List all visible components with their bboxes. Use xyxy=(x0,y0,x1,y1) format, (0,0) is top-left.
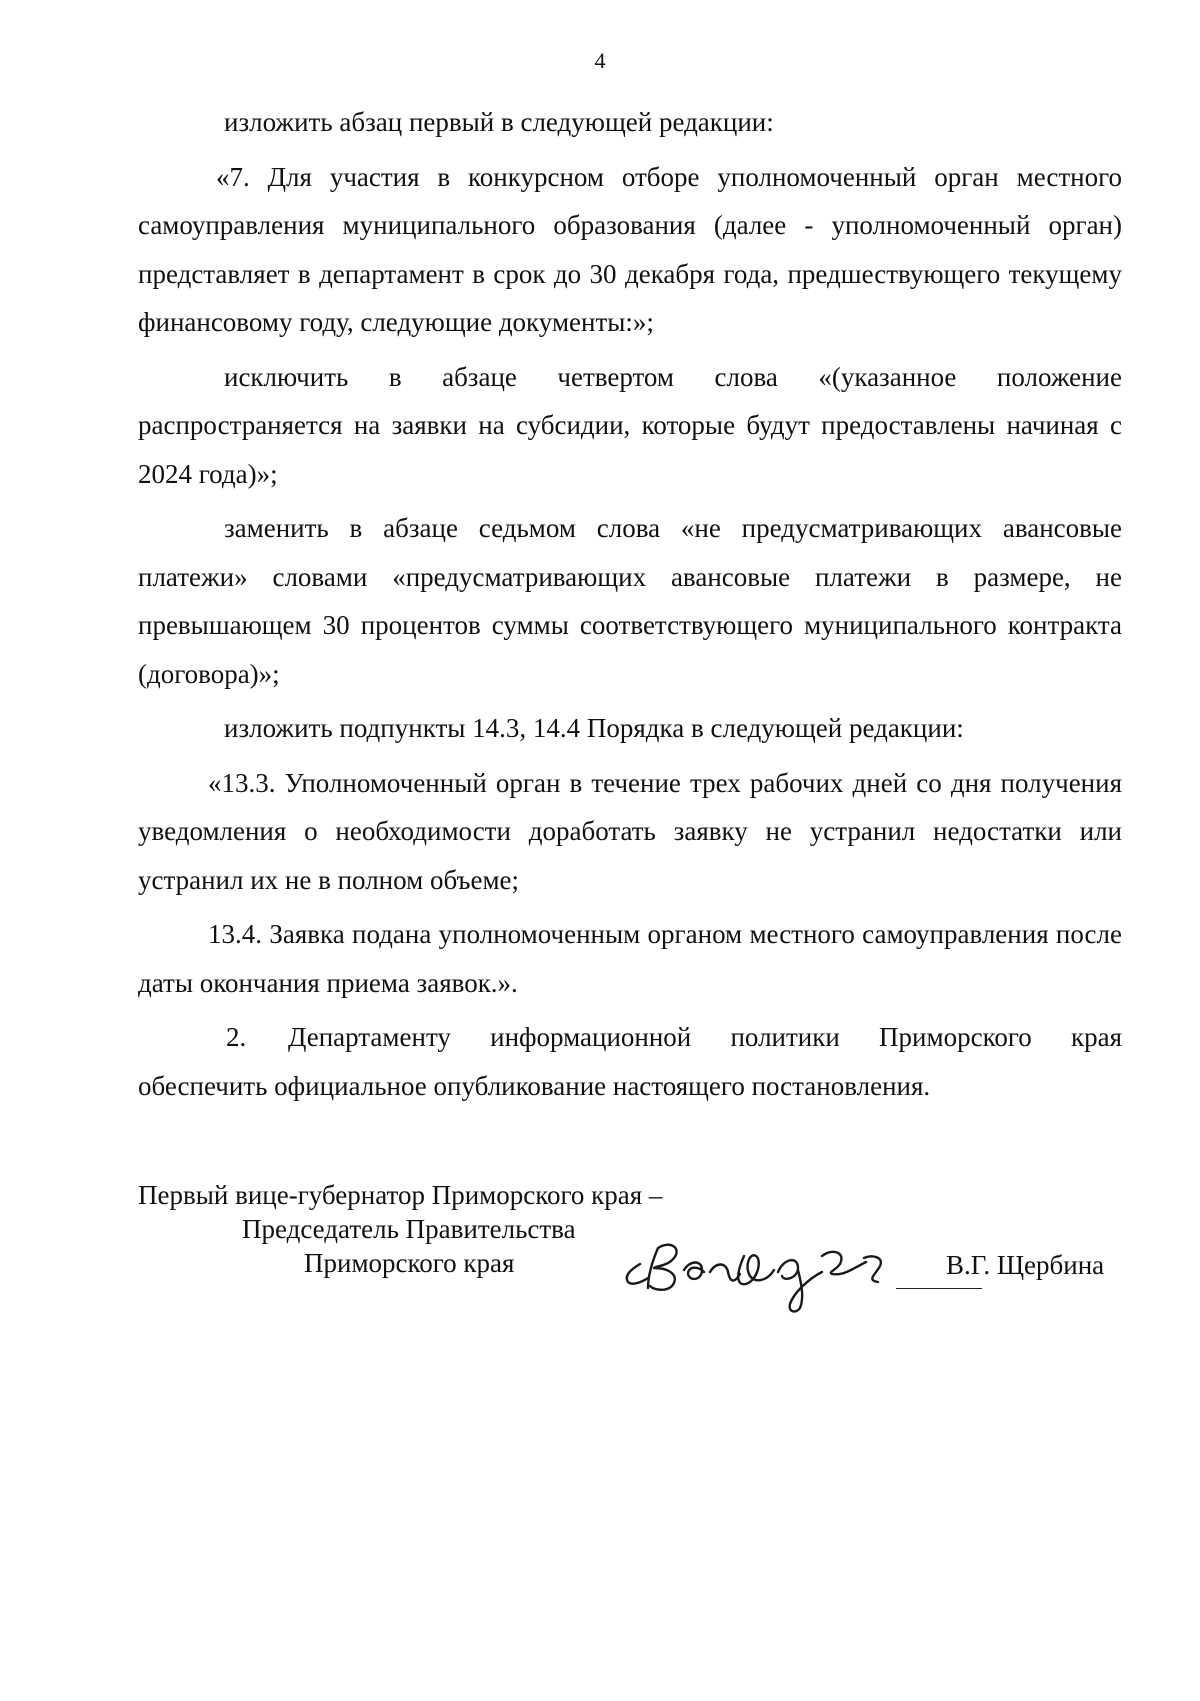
paragraph-5: изложить подпункты 14.3, 14.4 Порядка в следующей редакции: xyxy=(224,713,964,743)
signatory-title-line-2: Председатель Правительства xyxy=(242,1214,576,1244)
document-body xyxy=(138,98,1122,1116)
signatory-name: В.Г. Щербина xyxy=(946,1250,1105,1280)
paragraph-8 xyxy=(138,1013,1122,1110)
signature-underline xyxy=(896,1288,982,1289)
page-number: 4 xyxy=(594,48,606,73)
paragraph-7: 13.4. Заявка подана уполномоченным органом местного самоуправления после даты окончания приема заявок.». xyxy=(138,919,1122,998)
signatory-title-line-1: Первый вице-губернатор Приморского края – xyxy=(138,1180,663,1210)
paragraph-1: изложить абзац первый в следующей редакции: xyxy=(224,107,774,137)
item-text: Департаменту информационной политики Приморского края обеспечить официальное опубликование настоящего постановления. xyxy=(138,1022,1122,1101)
paragraph-4: заменить в абзаце седьмом слова «не предусматривающих авансовые платежи» словами «предусматривающих авансовые платежи в размере, не превышающем 30 процентов суммы соответствующего муниципального контракта (договора)»; xyxy=(138,513,1122,689)
paragraph-3: исключить в абзаце четвертом слова «(указанное положение распространяется на заявки на субсидии, которые будут предоставлены начиная с 2024 года)»; xyxy=(138,361,1122,489)
signature-block xyxy=(138,1178,1128,1318)
paragraph-6: «13.3. Уполномоченный орган в течение трех рабочих дней со дня получения уведомления о необходимости доработать заявку не устранил недостатки или устранил их не в полном объеме; xyxy=(138,767,1122,895)
paragraph-2: «7. Для участия в конкурсном отборе уполномоченный орган местного самоуправления муниципального образования (далее - уполномоченный орган) представляет в департамент в срок до 30 декабря года, предшествующего текущему финансовому году, следующие документы:»; xyxy=(138,161,1122,337)
signatory-title-line-3: Приморского края xyxy=(304,1248,515,1278)
handwritten-signature xyxy=(618,1226,908,1318)
item-number: 2. xyxy=(226,1022,247,1052)
